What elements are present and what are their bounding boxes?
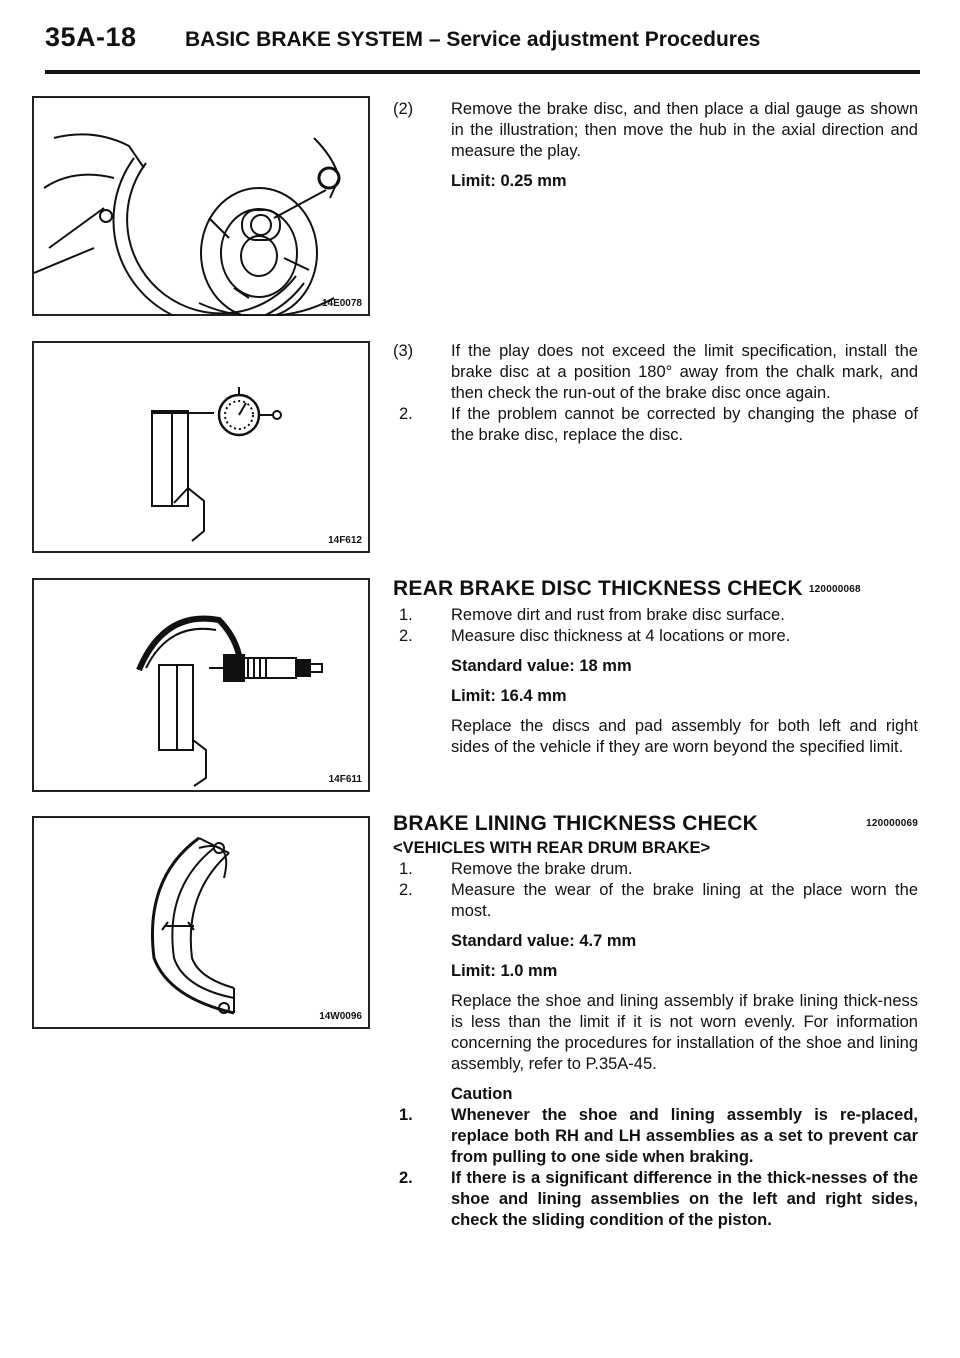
list-item <box>393 626 918 647</box>
step-number: 2. <box>399 405 413 423</box>
micrometer-illustration-icon <box>34 580 370 792</box>
rear-disc-section <box>393 578 918 758</box>
step-text: Remove the brake disc, and then place a dial gauge as shown in the illustration; then move the hub in the axial direction and measure the play. <box>451 100 918 160</box>
limit-value: Limit: 1.0 mm <box>451 962 558 980</box>
standard-value: Standard value: 4.7 mm <box>451 932 637 950</box>
caution-text: If there is a significant difference in the thick-nesses of the shoe and lining assemblies on the left and right sides, check the sliding condition of the piston. <box>451 1169 918 1229</box>
figure-code: 14E0078 <box>321 298 362 309</box>
step-number: (3) <box>393 342 414 360</box>
hub-play-step <box>393 99 918 162</box>
page-number: 35A-18 <box>45 22 137 52</box>
step-text: Measure the wear of the brake lining at the place worn the most. <box>451 881 918 920</box>
step-number: 1. <box>399 860 413 878</box>
step-text: If the problem cannot be corrected by changing the phase of the brake disc, replace the disc. <box>451 405 918 444</box>
lining-section <box>393 813 918 1231</box>
step-number: 2. <box>399 881 413 899</box>
note-text: Replace the discs and pad assembly for both left and right sides of the vehicle if they are worn beyond the specified limit. <box>451 716 918 756</box>
caution-text: Whenever the shoe and lining assembly is re-placed, replace both RH and LH assemblies as a set to prevent car from pulling to one side when braking. <box>451 1106 918 1166</box>
runout-section <box>393 341 918 446</box>
figure-code: 14W0096 <box>319 1011 362 1022</box>
list-item <box>393 605 918 626</box>
standard-value: Standard value: 18 mm <box>451 656 632 675</box>
brake-shoe-illustration-icon <box>34 818 370 1029</box>
step-text: Remove the brake drum. <box>451 860 633 878</box>
hub-play-limit: Limit: 0.25 mm <box>451 172 567 190</box>
runout-step-3 <box>393 341 918 404</box>
figure-code: 14F612 <box>328 535 362 546</box>
figure-disc-thickness <box>32 578 370 792</box>
step-number: 1. <box>399 1106 413 1124</box>
heading-text: REAR BRAKE DISC THICKNESS CHECK <box>393 577 803 600</box>
hub-play-section <box>393 99 918 192</box>
subheading: <VEHICLES WITH REAR DRUM BRAKE> <box>393 839 711 857</box>
heading-code: 120000069 <box>866 818 918 829</box>
step-text: Measure disc thickness at 4 locations or more. <box>451 626 791 645</box>
figure-runout <box>32 341 370 553</box>
list-item <box>393 859 918 880</box>
dial-gauge-stand-illustration-icon <box>34 343 370 553</box>
step-number: 2. <box>399 626 413 645</box>
step-text: Remove dirt and rust from brake disc surface. <box>451 605 785 624</box>
figure-hub-play <box>32 96 370 316</box>
limit-value: Limit: 16.4 mm <box>451 686 567 705</box>
step-number: (2) <box>393 100 414 118</box>
caution-title: Caution <box>451 1085 513 1103</box>
step-number: 2. <box>399 1169 413 1187</box>
runout-step-2 <box>393 404 918 446</box>
step-number: 1. <box>399 605 413 624</box>
section-heading <box>393 578 918 600</box>
page-title: BASIC BRAKE SYSTEM – Service adjustment Procedures <box>185 28 761 51</box>
note-text: Replace the shoe and lining assembly if brake lining thick-ness is less than the limit if it is not worn evenly. For information concerning the procedures for installation of the shoe and lining assembly, refer to P.35A-45. <box>451 992 918 1073</box>
figure-code: 14F611 <box>328 774 362 785</box>
hub-dial-gauge-illustration-icon <box>34 98 370 316</box>
heading-code: 120000068 <box>808 583 861 595</box>
step-text: If the play does not exceed the limit specification, install the brake disc at a position 180° away from the chalk mark, and then check the run-out of the brake disc once again. <box>451 342 918 402</box>
caution-item <box>393 1105 918 1168</box>
page-header <box>45 22 920 74</box>
header-rule <box>45 70 920 74</box>
heading-text: BRAKE LINING THICKNESS CHECK <box>393 812 758 835</box>
list-item <box>393 880 918 922</box>
figure-lining-thickness <box>32 816 370 1029</box>
section-heading <box>393 813 918 834</box>
caution-item <box>393 1168 918 1231</box>
